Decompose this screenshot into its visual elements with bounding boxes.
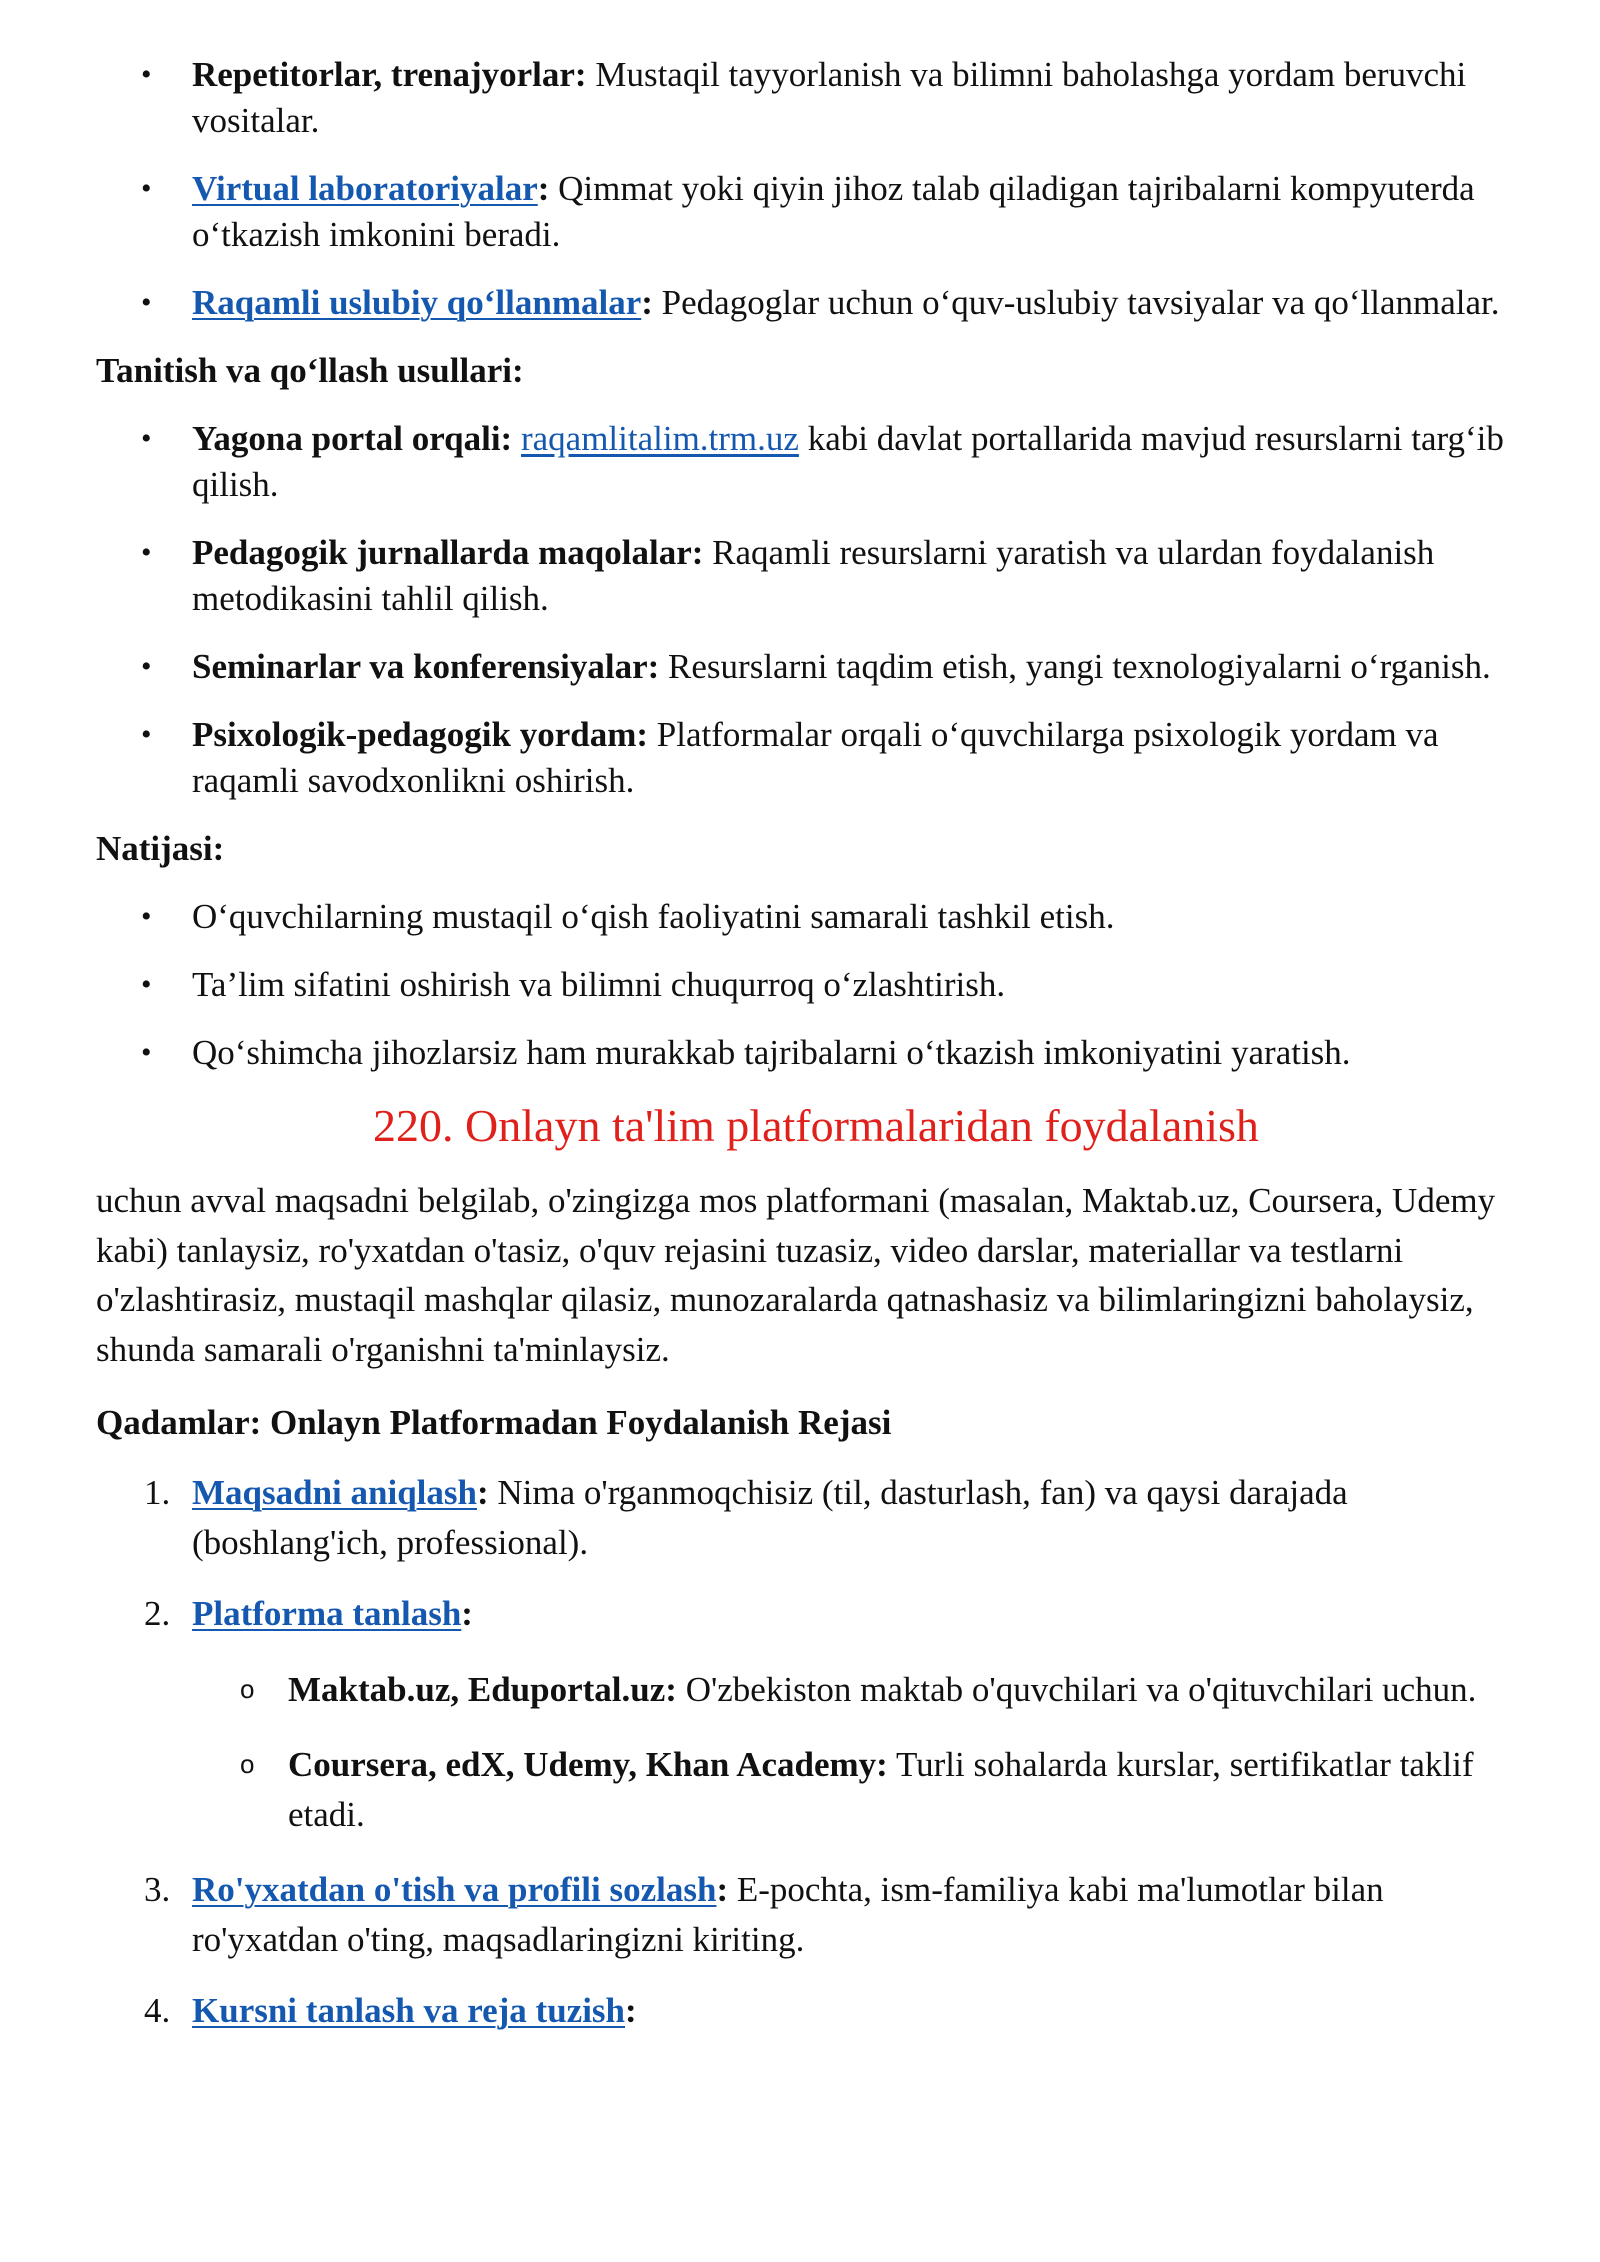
sub-item-description: O'zbekiston maktab o'quvchilari va o'qituvchilari uchun. xyxy=(676,1669,1477,1709)
item-term: Pedagogik jurnallarda maqolalar: xyxy=(192,533,704,572)
item-description: Raqamli resurslarni yaratish va ulardan foydalanish metodikasini tahlil qilish. xyxy=(192,533,1435,618)
step-description: Nima o'rganmoqchisiz (til, dasturlash, fan) va qaysi darajada (boshlang'ich, professional). xyxy=(192,1473,1348,1562)
link-raqamli-uslubiy-qollanmalar[interactable]: Raqamli uslubiy qo‘llanmalar xyxy=(192,283,642,322)
sub-list-item xyxy=(192,1665,1536,1715)
link-kursni-tanlash[interactable]: Kursni tanlash va reja tuzish xyxy=(192,1991,626,2030)
sub-bullet-marker: o xyxy=(240,1749,255,1779)
item-description: Mustaqil tayyorlanish va bilimni baholashga yordam beruvchi vositalar. xyxy=(192,55,1467,140)
list-item: • O‘quvchilarning mustaqil o‘qish faoliyatini samarali tashkil etish. xyxy=(96,894,1536,940)
item-term: Psixologik-pedagogik yordam: xyxy=(192,715,649,754)
platform-sublist xyxy=(192,1665,1536,1840)
item-colon: : xyxy=(537,169,550,208)
section-heading-tanitish: Tanitish va qo‘llash usullari: xyxy=(96,351,524,390)
step-number: 1. xyxy=(144,1473,171,1512)
link-virtual-laboratoriyalar[interactable]: Virtual laboratoriyalar xyxy=(192,169,538,208)
plan-heading: Qadamlar: Onlayn Platformadan Foydalanish Rejasi xyxy=(96,1403,892,1442)
step-item xyxy=(96,1589,1536,1839)
sub-item-description: Turli sohalarda kurslar, sertifikatlar taklif etadi. xyxy=(288,1745,1474,1834)
step-item xyxy=(96,1468,1536,1567)
link-raqamlitalim-portal[interactable]: raqamlitalim.trm.uz xyxy=(520,419,799,458)
step-colon: : xyxy=(477,1473,489,1512)
sub-item-term: Maktab.uz, Eduportal.uz: xyxy=(288,1669,677,1709)
item-description: Platformalar orqali o‘quvchilarga psixologik yordam va raqamli savodxonlikni oshirish. xyxy=(192,715,1439,800)
sub-item-term: Coursera, edX, Udemy, Khan Academy: xyxy=(288,1745,888,1784)
step-number: 3. xyxy=(144,1870,171,1909)
list-item xyxy=(96,712,1536,804)
item-description: Resurslarni taqdim etish, yangi texnologiyalarni o‘rganish. xyxy=(659,647,1491,686)
step-colon: : xyxy=(625,1991,637,2030)
list-item xyxy=(96,166,1536,258)
document-page xyxy=(96,52,1536,2058)
list-item xyxy=(96,52,1536,144)
plan-steps-list xyxy=(96,1468,1536,2036)
step-colon: : xyxy=(461,1594,473,1633)
list-item xyxy=(96,530,1536,622)
item-term: Seminarlar va konferensiyalar: xyxy=(192,647,660,686)
list-item xyxy=(96,280,1536,326)
link-platforma-tanlash[interactable]: Platforma tanlash xyxy=(192,1594,462,1633)
item-description: Pedagoglar uchun o‘quv-uslubiy tavsiyalar va qo‘llanmalar. xyxy=(652,283,1500,322)
list-item: • Ta’lim sifatini oshirish va bilimni chuqurroq o‘zlashtirish. xyxy=(96,962,1536,1008)
item-term: Yagona portal orqali: xyxy=(192,419,513,458)
step-item xyxy=(96,1986,1536,2036)
list-item: • Qo‘shimcha jihozlarsiz ham murakkab tajribalarni o‘tkazish imkoniyatini yaratish. xyxy=(96,1030,1536,1076)
item-colon: : xyxy=(641,283,653,322)
item-description: kabi davlat portallarida mavjud resurslarni targ‘ib qilish. xyxy=(192,419,1504,504)
tanitish-list xyxy=(96,416,1536,804)
item-term: Repetitorlar, trenajyorlar: xyxy=(192,55,587,94)
intro-paragraph: uchun avval maqsadni belgilab, o'zingizga mos platformani (masalan, Maktab.uz, Coursera, Udemy kabi) tanlaysiz, ro'yxatdan o'tasiz, o'quv rejasini tuzasiz, video darslar, materiallar va testlarni o'zlashtirasiz, mustaqil mashqlar qilasiz, munozaralarda qatnashasiz va bilimlaringizni baholaysiz, shunda samarali o'rganishni ta'minlaysiz. xyxy=(96,1181,1496,1369)
section-title-220: 220. Onlayn ta'lim platformalaridan foydalanish xyxy=(373,1100,1259,1151)
sub-bullet-marker: o xyxy=(240,1673,255,1704)
section-heading-natijasi: Natijasi: xyxy=(96,829,225,868)
link-maqsadni-aniqlash[interactable]: Maqsadni aniqlash xyxy=(192,1473,477,1512)
list-item xyxy=(96,644,1536,690)
sub-list-item xyxy=(192,1740,1536,1839)
natijasi-list xyxy=(96,894,1536,1076)
resource-type-list xyxy=(96,52,1536,326)
step-number: 4. xyxy=(144,1991,171,2030)
step-number: 2. xyxy=(144,1594,171,1633)
link-royxatdan-otish[interactable]: Ro'yxatdan o'tish va profili sozlash xyxy=(192,1870,717,1909)
list-item xyxy=(96,416,1536,508)
item-description: Qimmat yoki qiyin jihoz talab qiladigan tajribalarni kompyuterda o‘tkazish imkonini beradi. xyxy=(192,169,1475,254)
step-description: E-pochta, ism-familiya kabi ma'lumotlar bilan ro'yxatdan o'ting, maqsadlaringizni kiriting. xyxy=(192,1870,1384,1959)
step-colon: : xyxy=(716,1870,729,1909)
step-item xyxy=(96,1865,1536,1964)
